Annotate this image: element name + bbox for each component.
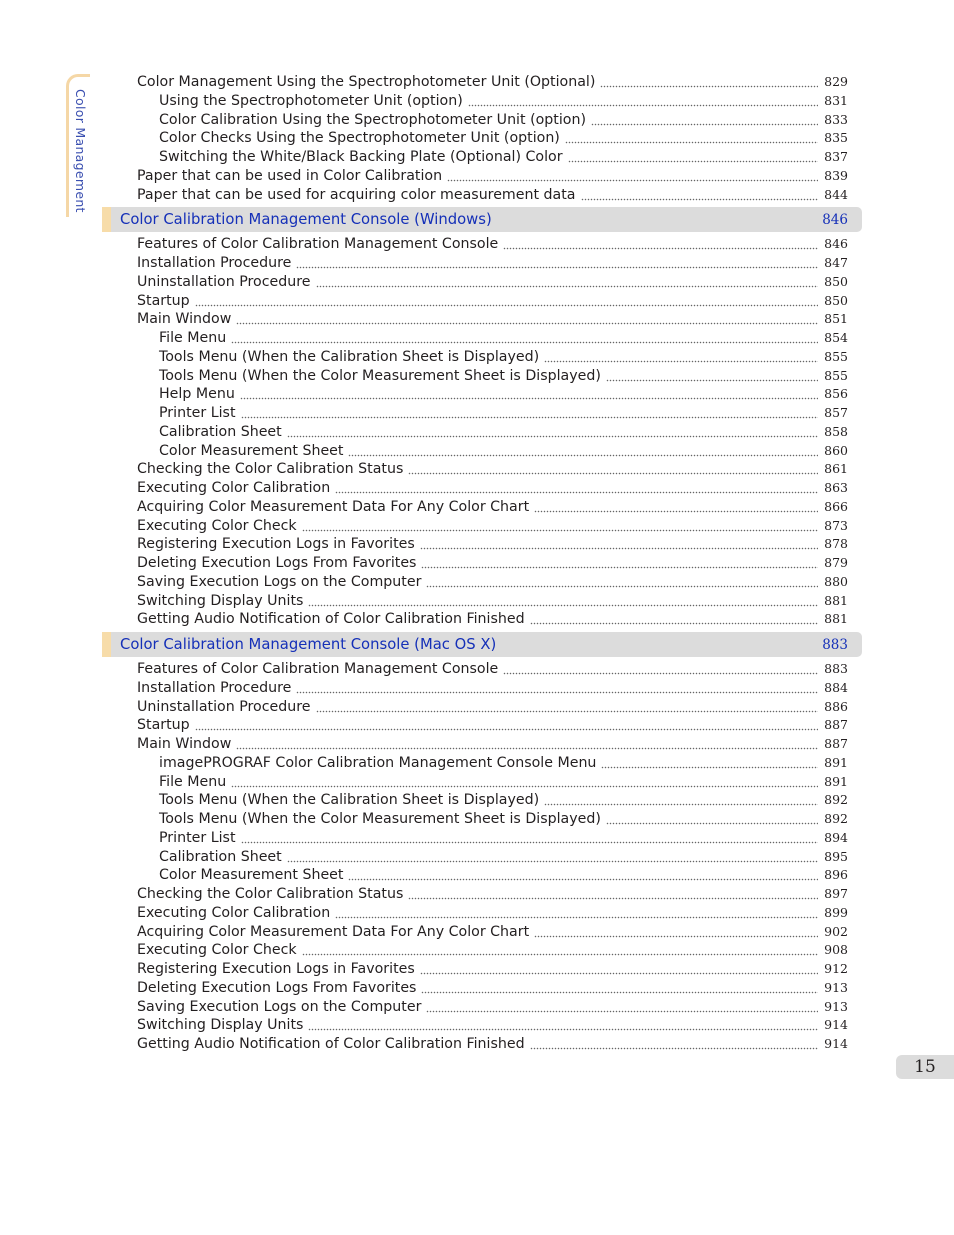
- toc-entry-title: File Menu: [159, 773, 227, 790]
- toc-leader-dots: [426, 576, 818, 588]
- toc-entry[interactable]: [137, 1016, 848, 1034]
- toc-section-page: 883: [822, 636, 848, 653]
- toc-entry-title: Installation Procedure: [137, 255, 292, 271]
- toc-entry-page: 829: [824, 74, 848, 89]
- toc-entry-page: 887: [824, 717, 848, 733]
- toc-entry-title: Switching Display Units: [137, 592, 304, 609]
- toc-leader-dots: [600, 76, 818, 88]
- toc-leader-dots: [426, 1001, 818, 1013]
- toc-leader-dots: [468, 95, 818, 107]
- toc-entry[interactable]: [137, 998, 848, 1016]
- toc-entry-title: Registering Execution Logs in Favorites: [137, 536, 415, 553]
- toc-entry[interactable]: [159, 791, 848, 809]
- toc-entry-title: Color Measurement Sheet: [159, 442, 344, 459]
- toc-leader-dots: [568, 151, 818, 163]
- toc-entry-page: 833: [824, 111, 848, 127]
- toc-entry[interactable]: [159, 148, 848, 166]
- toc-entry-page: 855: [824, 348, 848, 364]
- toc-leader-dots: [530, 613, 818, 625]
- toc-leader-dots: [606, 813, 818, 825]
- toc-entry[interactable]: [137, 610, 848, 628]
- toc-entry-page: 884: [824, 679, 848, 695]
- toc-entry[interactable]: [159, 423, 848, 441]
- toc-entry[interactable]: [137, 1035, 848, 1053]
- toc-entry-title: Acquiring Color Measurement Data For Any Color Chart: [137, 923, 530, 940]
- toc-entry[interactable]: [159, 866, 848, 884]
- toc-leader-dots: [591, 114, 818, 126]
- toc-entry-page: 831: [824, 92, 848, 108]
- toc-entry[interactable]: [159, 754, 848, 772]
- toc-entry-title: Deleting Execution Logs From Favorites: [137, 555, 417, 571]
- toc-entry[interactable]: [159, 367, 848, 385]
- toc-leader-dots: [236, 738, 818, 750]
- toc-leader-dots: [420, 538, 818, 550]
- toc-leader-dots: [534, 501, 818, 513]
- side-tab-label: Color Management: [73, 89, 88, 213]
- toc-leader-dots: [335, 482, 818, 494]
- toc-entry-title: Checking the Color Calibration Status: [137, 886, 404, 902]
- toc-entry-page: 873: [824, 517, 848, 533]
- toc-entry-title: Printer List: [159, 829, 236, 846]
- toc-entry[interactable]: [137, 498, 848, 516]
- toc-entry-title: Main Window: [137, 736, 232, 752]
- toc-entry[interactable]: [159, 848, 848, 866]
- toc-entry[interactable]: [159, 385, 848, 403]
- toc-leader-dots: [296, 682, 818, 694]
- toc-leader-dots: [316, 276, 818, 288]
- toc-entry-title: Printer List: [159, 405, 236, 421]
- toc-entry-title: Switching Display Units: [137, 1017, 304, 1034]
- toc-entry[interactable]: [137, 292, 848, 310]
- toc-entry-page: 855: [824, 367, 848, 383]
- toc-leader-dots: [421, 982, 818, 994]
- toc-entry-title: Using the Spectrophotometer Unit (option): [159, 92, 463, 109]
- toc-leader-dots: [408, 463, 818, 475]
- toc-entry-page: 902: [824, 923, 848, 939]
- toc-entry[interactable]: [137, 310, 848, 328]
- toc-entry-page: 891: [824, 773, 848, 789]
- toc-entry-page: 854: [824, 330, 848, 345]
- toc-entry-title: Registering Execution Logs in Favorites: [137, 961, 415, 977]
- toc-section-title: Color Calibration Management Console (Mac OS X): [120, 636, 497, 653]
- toc-entry-page: 894: [824, 829, 848, 845]
- toc-entry[interactable]: [137, 167, 848, 185]
- toc-entry[interactable]: [137, 735, 848, 753]
- toc-leader-dots: [236, 313, 818, 325]
- toc-leader-dots: [503, 238, 818, 250]
- toc-leader-dots: [408, 888, 818, 900]
- toc-entry[interactable]: [137, 535, 848, 553]
- toc-entry-title: Checking the Color Calibration Status: [137, 461, 404, 478]
- toc-entry[interactable]: [137, 979, 848, 997]
- toc-entry-page: 835: [824, 130, 848, 146]
- toc-entry-page: 847: [824, 255, 848, 270]
- toc-entry-page: 850: [824, 273, 848, 289]
- toc-entry-page: 912: [824, 961, 848, 976]
- toc-entry[interactable]: [159, 442, 848, 460]
- toc-entry-page: 892: [824, 811, 848, 826]
- toc-entry-page: 879: [824, 555, 848, 570]
- toc-entry-title: Executing Color Check: [137, 517, 297, 534]
- toc-leader-dots: [308, 595, 818, 607]
- toc-leader-dots: [308, 1019, 818, 1031]
- toc-entry-title: Color Management Using the Spectrophotometer Unit (Optional): [137, 74, 596, 90]
- toc-leader-dots: [195, 295, 818, 307]
- toc-leader-dots: [544, 351, 818, 363]
- toc-entry-title: Saving Execution Logs on the Computer: [137, 998, 422, 1015]
- toc-leader-dots: [231, 332, 818, 344]
- toc-entry-page: 851: [824, 311, 848, 327]
- toc-entry[interactable]: [137, 460, 848, 478]
- toc-leader-dots: [195, 719, 818, 731]
- toc-leader-dots: [420, 963, 818, 975]
- toc-entry-title: Features of Color Calibration Management Console: [137, 236, 499, 253]
- toc-entry-title: Acquiring Color Measurement Data For Any Color Chart: [137, 498, 530, 515]
- toc-entry-page: 908: [824, 942, 848, 958]
- toc-entry[interactable]: [137, 235, 848, 253]
- toc-entry-page: 914: [824, 1036, 848, 1051]
- toc-entry-page: 844: [824, 186, 848, 202]
- toc-entry-title: Tools Menu (When the Calibration Sheet is Displayed): [159, 348, 540, 365]
- toc-entry-title: Features of Color Calibration Management Console: [137, 661, 499, 677]
- toc-entry[interactable]: [137, 479, 848, 497]
- toc-entry[interactable]: [137, 698, 848, 716]
- toc-section-title: Color Calibration Management Console (Windows): [120, 211, 492, 229]
- toc-leader-dots: [302, 944, 818, 956]
- toc-leader-dots: [241, 407, 818, 419]
- toc-leader-dots: [287, 851, 818, 863]
- toc-entry-page: 899: [824, 904, 848, 920]
- toc-entry-title: File Menu: [159, 330, 227, 346]
- toc-entry[interactable]: [137, 960, 848, 978]
- toc-entry-page: 891: [824, 754, 848, 770]
- toc-leader-dots: [565, 132, 818, 144]
- toc-entry[interactable]: [137, 273, 848, 291]
- toc-entry[interactable]: [159, 129, 848, 147]
- toc-entry-page: 881: [824, 592, 848, 608]
- toc-leader-dots: [241, 832, 818, 844]
- toc-entry-page: 846: [824, 236, 848, 252]
- toc-entry-page: 856: [824, 386, 848, 402]
- toc-leader-dots: [544, 794, 818, 806]
- toc-entry-title: Saving Execution Logs on the Computer: [137, 573, 422, 590]
- toc-entry-page: 913: [824, 979, 848, 995]
- toc-entry-title: Tools Menu (When the Color Measurement Sheet is Displayed): [159, 811, 601, 827]
- toc-leader-dots: [296, 257, 818, 269]
- toc-section-page: 846: [822, 211, 848, 228]
- toc-entry-page: 857: [824, 405, 848, 420]
- toc-entry-page: 866: [824, 498, 848, 514]
- toc-entry-page: 914: [824, 1017, 848, 1033]
- toc-entry[interactable]: [137, 592, 848, 610]
- toc-entry-page: 839: [824, 167, 848, 183]
- toc-entry-title: Getting Audio Notification of Color Calibration Finished: [137, 611, 525, 628]
- toc-section-header[interactable]: [102, 207, 862, 232]
- toc-entry[interactable]: [159, 111, 848, 129]
- toc-entry-title: Executing Color Check: [137, 942, 297, 959]
- toc-entry[interactable]: [137, 885, 848, 903]
- toc-leader-dots: [348, 445, 818, 457]
- toc-entry[interactable]: [159, 404, 848, 422]
- toc-entry-page: 837: [824, 149, 848, 164]
- toc-entry-title: Paper that can be used in Color Calibration: [137, 167, 443, 184]
- toc-entry-page: 878: [824, 536, 848, 552]
- toc-leader-dots: [581, 189, 818, 201]
- toc-entry-title: Installation Procedure: [137, 679, 292, 696]
- toc-entry-title: Executing Color Calibration: [137, 904, 331, 921]
- toc-entry[interactable]: [159, 810, 848, 828]
- toc-entry[interactable]: [137, 941, 848, 959]
- toc-entry-title: Executing Color Calibration: [137, 480, 331, 496]
- toc-entry-title: Color Measurement Sheet: [159, 867, 344, 884]
- toc-entry[interactable]: [137, 554, 848, 572]
- toc-leader-dots: [601, 757, 818, 769]
- toc-entry-page: 880: [824, 573, 848, 589]
- toc-entry-title: Help Menu: [159, 386, 235, 403]
- toc-entry-page: 858: [824, 423, 848, 439]
- toc-entry[interactable]: [137, 660, 848, 678]
- toc-leader-dots: [240, 388, 818, 400]
- toc-entry-page: 883: [824, 661, 848, 676]
- toc-entry-title: Color Checks Using the Spectrophotometer Unit (option): [159, 130, 560, 147]
- toc-leader-dots: [287, 426, 818, 438]
- toc-entry-title: Main Window: [137, 311, 232, 328]
- toc-entry[interactable]: [137, 254, 848, 272]
- toc-entry-page: 887: [824, 736, 848, 751]
- toc-entry[interactable]: [137, 904, 848, 922]
- toc-entry-title: Getting Audio Notification of Color Calibration Finished: [137, 1036, 525, 1052]
- toc-entry-page: 861: [824, 461, 848, 477]
- toc-entry-page: 895: [824, 848, 848, 864]
- toc-leader-dots: [503, 663, 818, 675]
- toc-leader-dots: [335, 907, 818, 919]
- toc-leader-dots: [348, 869, 818, 881]
- toc-entry[interactable]: [137, 573, 848, 591]
- toc-entry-title: Tools Menu (When the Calibration Sheet is Displayed): [159, 792, 540, 809]
- toc-entry-page: 881: [824, 611, 848, 627]
- toc-section-header[interactable]: [102, 632, 862, 657]
- page-number: 15: [896, 1055, 954, 1079]
- toc-leader-dots: [447, 170, 818, 182]
- toc-entry[interactable]: [137, 679, 848, 697]
- toc-entry-page: 850: [824, 292, 848, 308]
- toc-entry[interactable]: [137, 716, 848, 734]
- toc-entry-title: Calibration Sheet: [159, 848, 282, 865]
- toc-entry-title: Deleting Execution Logs From Favorites: [137, 979, 417, 996]
- toc-entry-page: 913: [824, 998, 848, 1014]
- toc-entry-title: Color Calibration Using the Spectrophotometer Unit (option): [159, 111, 587, 128]
- toc-entry[interactable]: [159, 348, 848, 366]
- toc-leader-dots: [302, 520, 818, 532]
- toc-entry-title: Startup: [137, 292, 190, 309]
- toc-leader-dots: [534, 926, 818, 938]
- toc-leader-dots: [231, 776, 818, 788]
- toc-leader-dots: [421, 557, 818, 569]
- toc-entry-title: Startup: [137, 717, 190, 734]
- toc-entry[interactable]: [137, 517, 848, 535]
- toc-leader-dots: [316, 701, 818, 713]
- toc-leader-dots: [606, 370, 818, 382]
- toc-entry-page: 860: [824, 442, 848, 458]
- toc-entry-title: imagePROGRAF Color Calibration Management Console Menu: [159, 754, 597, 771]
- toc-entry[interactable]: [159, 92, 848, 110]
- toc-entry[interactable]: [137, 73, 848, 91]
- toc-entry-title: Uninstallation Procedure: [137, 273, 311, 290]
- toc-entry-page: 892: [824, 792, 848, 808]
- toc-entry[interactable]: [137, 923, 848, 941]
- toc-entry-page: 897: [824, 886, 848, 901]
- toc-entry[interactable]: [137, 186, 848, 204]
- side-tab: [66, 74, 90, 217]
- toc-entry-title: Tools Menu (When the Color Measurement Sheet is Displayed): [159, 367, 601, 384]
- toc-entry[interactable]: [159, 773, 848, 791]
- toc-entry[interactable]: [159, 329, 848, 347]
- toc-entry-page: 863: [824, 480, 848, 495]
- toc-leader-dots: [530, 1038, 818, 1050]
- toc-entry[interactable]: [159, 829, 848, 847]
- toc-entry-title: Switching the White/Black Backing Plate (Optional) Color: [159, 149, 563, 165]
- toc-entry-title: Paper that can be used for acquiring color measurement data: [137, 186, 576, 203]
- toc-entry-page: 896: [824, 867, 848, 883]
- toc-entry-page: 886: [824, 698, 848, 714]
- toc-entry-title: Calibration Sheet: [159, 423, 282, 440]
- toc-entry-title: Uninstallation Procedure: [137, 698, 311, 715]
